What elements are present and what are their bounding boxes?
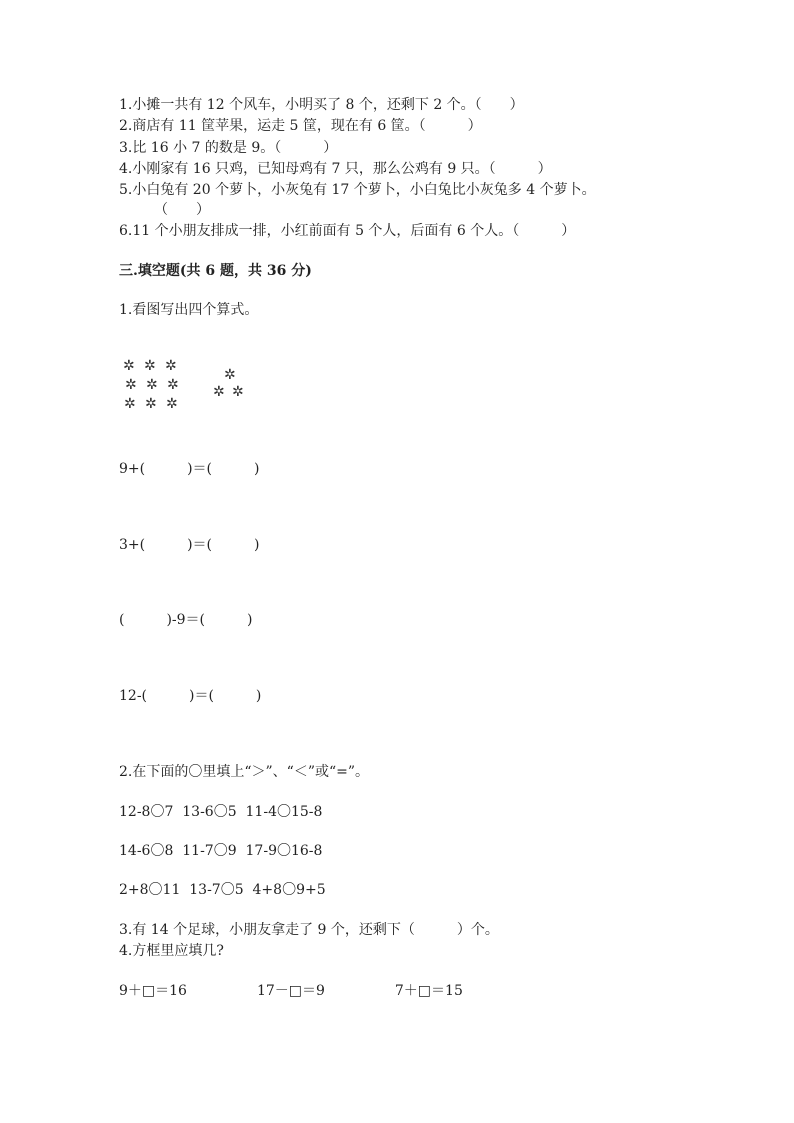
star-icon: ✲ xyxy=(146,377,158,393)
star-icon: ✲ xyxy=(124,396,136,412)
q1-equation-2: 3+( )＝( ) xyxy=(119,537,260,553)
star-icon: ✲ xyxy=(167,377,179,393)
star-icon: ✲ xyxy=(145,396,157,412)
judgment-item-2: 2.商店有 11 筐苹果，运走 5 筐，现在有 6 筐。（ ） xyxy=(119,118,482,134)
judgment-item-5-bracket: （ ） xyxy=(119,202,210,218)
q4-prompt: 4.方框里应填几? xyxy=(119,943,224,959)
star-icon: ✲ xyxy=(224,367,236,383)
q2-prompt: 2.在下面的〇里填上“＞”、“＜”或“=”。 xyxy=(119,764,370,780)
section-title: 三.填空题(共 6 题，共 36 分) xyxy=(119,263,312,279)
judgment-item-6: 6.11 个小朋友排成一排，小红前面有 5 个人，后面有 6 个人。（ ） xyxy=(119,223,576,239)
q2-row-2: 14-6〇8 11-7〇9 17-9〇16-8 xyxy=(119,843,323,859)
star-icon: ✲ xyxy=(123,358,135,374)
judgment-item-3: 3.比 16 小 7 的数是 9。（ ） xyxy=(119,140,338,156)
star-icon: ✲ xyxy=(166,396,178,412)
q1-equation-4: 12-( )＝( ) xyxy=(119,688,262,704)
q1-equation-3: ( )-9＝( ) xyxy=(119,612,253,628)
star-icon: ✲ xyxy=(213,384,225,400)
star-icon: ✲ xyxy=(125,377,137,393)
q4-equations: 9＋□＝16 17－□＝9 7＋□＝15 xyxy=(119,983,463,999)
star-icon: ✲ xyxy=(165,358,177,374)
star-icon: ✲ xyxy=(232,384,244,400)
q2-row-3: 2+8〇11 13-7〇5 4+8〇9+5 xyxy=(119,882,326,898)
q1-prompt: 1.看图写出四个算式。 xyxy=(119,302,259,318)
star-picture xyxy=(123,359,263,419)
star-icon: ✲ xyxy=(144,358,156,374)
q1-equation-1: 9+( )＝( ) xyxy=(119,461,260,477)
judgment-item-4: 4.小刚家有 16 只鸡，已知母鸡有 7 只，那么公鸡有 9 只。（ ） xyxy=(119,161,552,177)
q3-text: 3.有 14 个足球，小朋友拿走了 9 个，还剩下（ ）个。 xyxy=(119,922,499,938)
judgment-item-1: 1.小摊一共有 12 个风车，小明买了 8 个，还剩下 2 个。（ ） xyxy=(119,97,524,113)
q2-row-1: 12-8〇7 13-6〇5 11-4〇15-8 xyxy=(119,804,323,820)
judgment-item-5: 5.小白兔有 20 个萝卜，小灰兔有 17 个萝卜，小白兔比小灰兔多 4 个萝卜。 xyxy=(119,182,596,198)
